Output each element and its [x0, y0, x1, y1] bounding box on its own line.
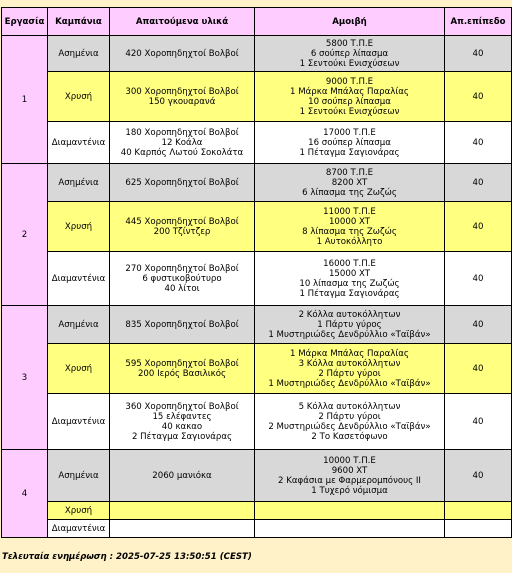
reward-cell-line: 6 λίπασμα της Ζωζώς: [302, 187, 397, 198]
campaign-cell: Χρυσή: [48, 344, 110, 394]
materials-cell-line: 595 Χοροπηδηχτοί Βολβοί: [125, 358, 239, 369]
materials-cell: [110, 72, 255, 122]
reward-cell: [255, 36, 445, 72]
table-row: [2, 394, 512, 450]
reward-cell: [255, 502, 445, 520]
reward-cell-line: 1 Πάρτυ γύρος: [317, 319, 382, 330]
table-row: [2, 306, 512, 344]
table-row: [2, 502, 512, 520]
level-cell: 40: [445, 164, 512, 202]
reward-cell-line: 1 Τυχερό νόμισμα: [311, 485, 388, 496]
reward-cell: [255, 306, 445, 344]
materials-cell-line: 40 Καρπός Λωτού Σοκολάτα: [120, 147, 244, 158]
level-cell: [445, 520, 512, 538]
table-row: [2, 164, 512, 202]
table-row: [2, 520, 512, 538]
campaign-cell: Διαμαντένια: [48, 520, 110, 538]
reward-cell-line: 2 Το Κασετόφωνο: [311, 431, 388, 442]
materials-cell: [110, 520, 255, 538]
level-cell: 40: [445, 202, 512, 252]
materials-cell: [110, 164, 255, 202]
materials-cell: [110, 252, 255, 306]
campaign-cell: Ασημένια: [48, 36, 110, 72]
level-cell: 40: [445, 122, 512, 164]
reward-cell-line: 3 Κόλλα αυτοκόλλητων: [298, 358, 401, 369]
level-cell: 40: [445, 450, 512, 502]
level-cell: 40: [445, 36, 512, 72]
reward-cell-line: 8200 XT: [331, 177, 368, 188]
reward-cell: [255, 122, 445, 164]
materials-cell-line: 40 λίτοι: [164, 283, 200, 294]
reward-cell: [255, 164, 445, 202]
campaign-table: [1, 7, 512, 538]
reward-cell-line: 16000 Τ.Π.Ε: [323, 258, 376, 269]
campaign-cell: Διαμαντένια: [48, 122, 110, 164]
reward-cell-line: 2 Πάρτυ γύροι: [318, 411, 381, 422]
reward-cell-line: 1 Πέταγμα Σαγιονάρας: [299, 147, 400, 158]
table-row: [2, 202, 512, 252]
reward-cell-line: 1 Σεντούκι Ενισχύσεων: [299, 106, 400, 117]
campaign-cell: Χρυσή: [48, 502, 110, 520]
table-row: [2, 450, 512, 502]
reward-cell-line: 10000 XT: [328, 216, 371, 227]
level-cell: 40: [445, 306, 512, 344]
reward-cell-line: 8 λίπασμα της Ζωζώς: [302, 226, 397, 237]
materials-cell-line: 15 ελέφαντες: [152, 411, 212, 422]
reward-cell-line: 10000 Τ.Π.Ε: [323, 455, 376, 466]
reward-cell-line: 2 Κόλλα αυτοκόλλητων: [298, 309, 401, 320]
table-row: [2, 252, 512, 306]
reward-cell-line: 1 Αυτοκόλλητο: [316, 236, 383, 247]
header-campaign: Καμπάνια: [48, 8, 110, 36]
last-updated: Τελευταία ενημέρωση : 2025-07-25 13:50:51 (CEST): [2, 552, 252, 562]
header-materials: Απαιτούμενα υλικά: [110, 8, 255, 36]
reward-cell-line: 17000 Τ.Π.Ε: [323, 127, 376, 138]
materials-cell: [110, 394, 255, 450]
table-row: [2, 72, 512, 122]
materials-cell-line: 360 Χοροπηδηχτοί Βολβοί: [125, 401, 239, 412]
header-task: Εργασία: [2, 8, 48, 36]
campaign-cell: Ασημένια: [48, 450, 110, 502]
level-cell: 40: [445, 252, 512, 306]
campaign-cell: Διαμαντένια: [48, 394, 110, 450]
reward-cell-line: 10 λίπασμα της Ζωζώς: [299, 278, 400, 289]
reward-cell-line: 1 Πέταγμα Σαγιονάρας: [299, 288, 400, 299]
level-cell: [445, 502, 512, 520]
reward-cell-line: 1 Μάρκα Μπάλας Παραλίας: [290, 348, 409, 359]
level-cell: 40: [445, 394, 512, 450]
header-level: Απ.επίπεδο: [445, 8, 512, 36]
materials-cell-line: 420 Χοροπηδηχτοί Βολβοί: [125, 48, 239, 59]
reward-cell-line: 5800 Τ.Π.Ε: [325, 38, 374, 49]
table-body: [2, 36, 512, 538]
reward-cell: [255, 252, 445, 306]
reward-cell: [255, 72, 445, 122]
materials-cell-line: 6 φυστικοβούτυρο: [142, 273, 222, 284]
header-reward: Αμοιβή: [255, 8, 445, 36]
materials-cell-line: 445 Χοροπηδηχτοί Βολβοί: [125, 216, 239, 227]
campaign-cell: Ασημένια: [48, 164, 110, 202]
reward-cell: [255, 394, 445, 450]
reward-cell-line: 6 σούπερ λίπασμα: [310, 48, 389, 59]
reward-cell: [255, 202, 445, 252]
reward-cell-line: 1 Μυστηριώδες Δενδρύλλιο «Ταϊβάν»: [268, 329, 431, 340]
materials-cell: [110, 344, 255, 394]
reward-cell-line: 1 Σεντούκι Ενισχύσεων: [299, 58, 400, 69]
reward-cell: [255, 520, 445, 538]
level-cell: 40: [445, 344, 512, 394]
materials-cell: [110, 36, 255, 72]
reward-cell: [255, 344, 445, 394]
table-row: [2, 344, 512, 394]
reward-cell-line: 1 Μυστηριώδες Δενδρύλλιο «Ταϊβάν»: [268, 378, 431, 389]
materials-cell-line: 300 Χοροπηδηχτοί Βολβοί: [125, 86, 239, 97]
materials-cell-line: 12 Κοάλα: [161, 137, 203, 148]
header-row: [2, 8, 512, 36]
reward-cell-line: 9600 XT: [331, 465, 368, 476]
campaign-cell: Χρυσή: [48, 202, 110, 252]
reward-cell-line: 16 σούπερ λίπασμα: [308, 137, 391, 148]
campaign-cell: Διαμαντένια: [48, 252, 110, 306]
materials-cell: [110, 202, 255, 252]
reward-cell-line: 1 Μάρκα Μπάλας Παραλίας: [290, 86, 409, 97]
reward-cell-line: 8700 Τ.Π.Ε: [325, 167, 374, 178]
task-number: 3: [2, 306, 48, 450]
materials-cell-line: 835 Χοροπηδηχτοί Βολβοί: [125, 319, 239, 330]
materials-cell-line: 200 Ιερός Βασιλικός: [137, 368, 227, 379]
materials-cell: [110, 502, 255, 520]
reward-cell-line: 9000 Τ.Π.Ε: [325, 76, 374, 87]
materials-cell-line: 2 Πέταγμα Σαγιονάρας: [131, 431, 233, 442]
materials-cell-line: 625 Χοροπηδηχτοί Βολβοί: [125, 177, 239, 188]
materials-cell: [110, 122, 255, 164]
task-number: 1: [2, 36, 48, 164]
level-cell: 40: [445, 72, 512, 122]
materials-cell-line: 270 Χοροπηδηχτοί Βολβοί: [125, 263, 239, 274]
materials-cell-line: 180 Χοροπηδηχτοί Βολβοί: [125, 127, 239, 138]
materials-cell: [110, 306, 255, 344]
materials-cell-line: 2060 μανιόκα: [152, 470, 212, 481]
materials-cell-line: 40 κακαο: [161, 421, 203, 432]
reward-cell-line: 5 Κόλλα αυτοκόλλητων: [298, 401, 401, 412]
campaign-cell: Χρυσή: [48, 72, 110, 122]
campaign-cell: Ασημένια: [48, 306, 110, 344]
reward-cell-line: 2 Καφάσια με Φαρμερομπόνους II: [278, 475, 421, 486]
materials-cell-line: 200 Τζίντζερ: [153, 226, 211, 237]
materials-cell: [110, 450, 255, 502]
reward-cell-line: 2 Πάρτυ γύροι: [318, 368, 381, 379]
reward-cell-line: 2 Μυστηριώδες Δενδρύλλιο «Ταϊβάν»: [268, 421, 431, 432]
materials-cell-line: 150 γκουαρανά: [148, 96, 216, 107]
table-row: [2, 36, 512, 72]
task-number: 2: [2, 164, 48, 306]
task-number: 4: [2, 450, 48, 538]
reward-cell-line: 15000 XT: [328, 268, 371, 279]
reward-cell-line: 10 σούπερ λίπασμα: [308, 96, 391, 107]
reward-cell: [255, 450, 445, 502]
reward-cell-line: 11000 Τ.Π.Ε: [323, 206, 376, 217]
table-row: [2, 122, 512, 164]
